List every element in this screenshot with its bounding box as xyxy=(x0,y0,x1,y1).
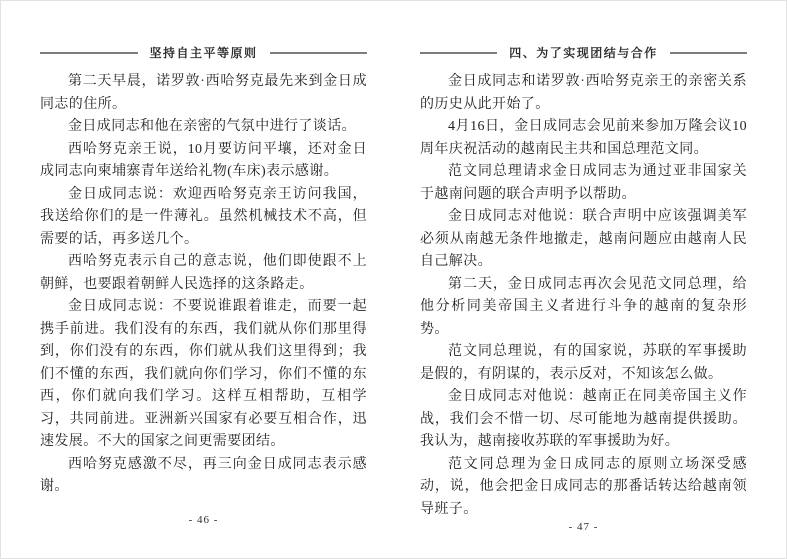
paragraph: 范文同总理为金日成同志的原则立场深受感动，说，他会把金日成同志的那番话转达给越南领导班子。 xyxy=(420,456,747,517)
right-header-rule-left xyxy=(420,52,497,54)
left-page-number: - 46 - xyxy=(188,514,219,526)
paragraph: 范文同总理说，有的国家说，苏联的军事援助是假的，有阴谋的，表示反对，不知该怎么做。 xyxy=(420,344,747,382)
page-left xyxy=(40,45,367,558)
paragraph: 金日成同志说：欢迎西哈努克亲王访问我国，我送给你们的是一件薄礼。虽然机械技术不高，但需要的话，再多送几个。 xyxy=(40,186,367,247)
left-header-title: 坚持自主平等原则 xyxy=(149,46,258,60)
paragraph: 西哈努克感激不尽，再三向金日成同志表示感谢。 xyxy=(40,456,367,494)
left-running-head xyxy=(40,45,367,60)
paragraph: 第二天，金日成同志再次会见范文同总理，给他分析同美帝国主义者进行斗争的越南的复杂形势。 xyxy=(420,276,747,337)
paragraph: 金日成同志说：不要说谁跟着谁走，而要一起携手前进。我们没有的东西，我们就从你们那里得到，你们没有的东西，你们就从我们这里得到；我们不懂的东西，我们就向你们学习，你们不懂的东西，你们就向我们学习。这样互相帮助，互相学习，共同前进。亚洲新兴国家有必要互相合作，迅速发展。不大的国家之间更需要团结。 xyxy=(40,299,367,449)
right-header-rule-right xyxy=(670,52,747,54)
paragraph: 金日成同志对他说：越南正在同美帝国主义作战，我们会不惜一切、尽可能地为越南提供援助。我认为，越南接收苏联的军事援助为好。 xyxy=(420,389,747,449)
left-header-rule-right xyxy=(270,52,368,54)
paragraph: 西哈努克亲王说，10月要访问平壤，还对金日成同志向柬埔寨青年送给礼物(车床)表示感谢。 xyxy=(40,141,367,179)
right-page-number: - 47 - xyxy=(568,521,599,533)
paragraph: 范文同总理请求金日成同志为通过亚非国家关于越南问题的联合声明予以帮助。 xyxy=(420,164,747,202)
right-running-head xyxy=(420,45,747,60)
left-header-rule-left xyxy=(40,52,138,54)
paragraph: 第二天早晨，诺罗敦·西哈努克最先来到金日成同志的住所。 xyxy=(40,74,367,112)
paragraph: 金日成同志和他在亲密的气氛中进行了谈话。 xyxy=(68,119,356,134)
right-page-body xyxy=(420,71,747,521)
paragraph: 金日成同志对他说：联合声明中应该强调美军必须从南越无条件地撤走，越南问题应由越南人民自己解决。 xyxy=(420,209,747,269)
left-page-body xyxy=(40,71,367,499)
page-right xyxy=(420,45,747,558)
paragraph: 西哈努克表示自己的意志说，他们即使跟不上朝鲜，也要跟着朝鲜人民选择的这条路走。 xyxy=(40,254,367,292)
paragraph: 4月16日，金日成同志会见前来参加万隆会议10周年庆祝活动的越南民主共和国总理范文同。 xyxy=(420,119,747,157)
paragraph: 金日成同志和诺罗敦·西哈努克亲王的亲密关系的历史从此开始了。 xyxy=(420,74,747,112)
right-header-title: 四、为了实现团结与合作 xyxy=(509,46,658,60)
